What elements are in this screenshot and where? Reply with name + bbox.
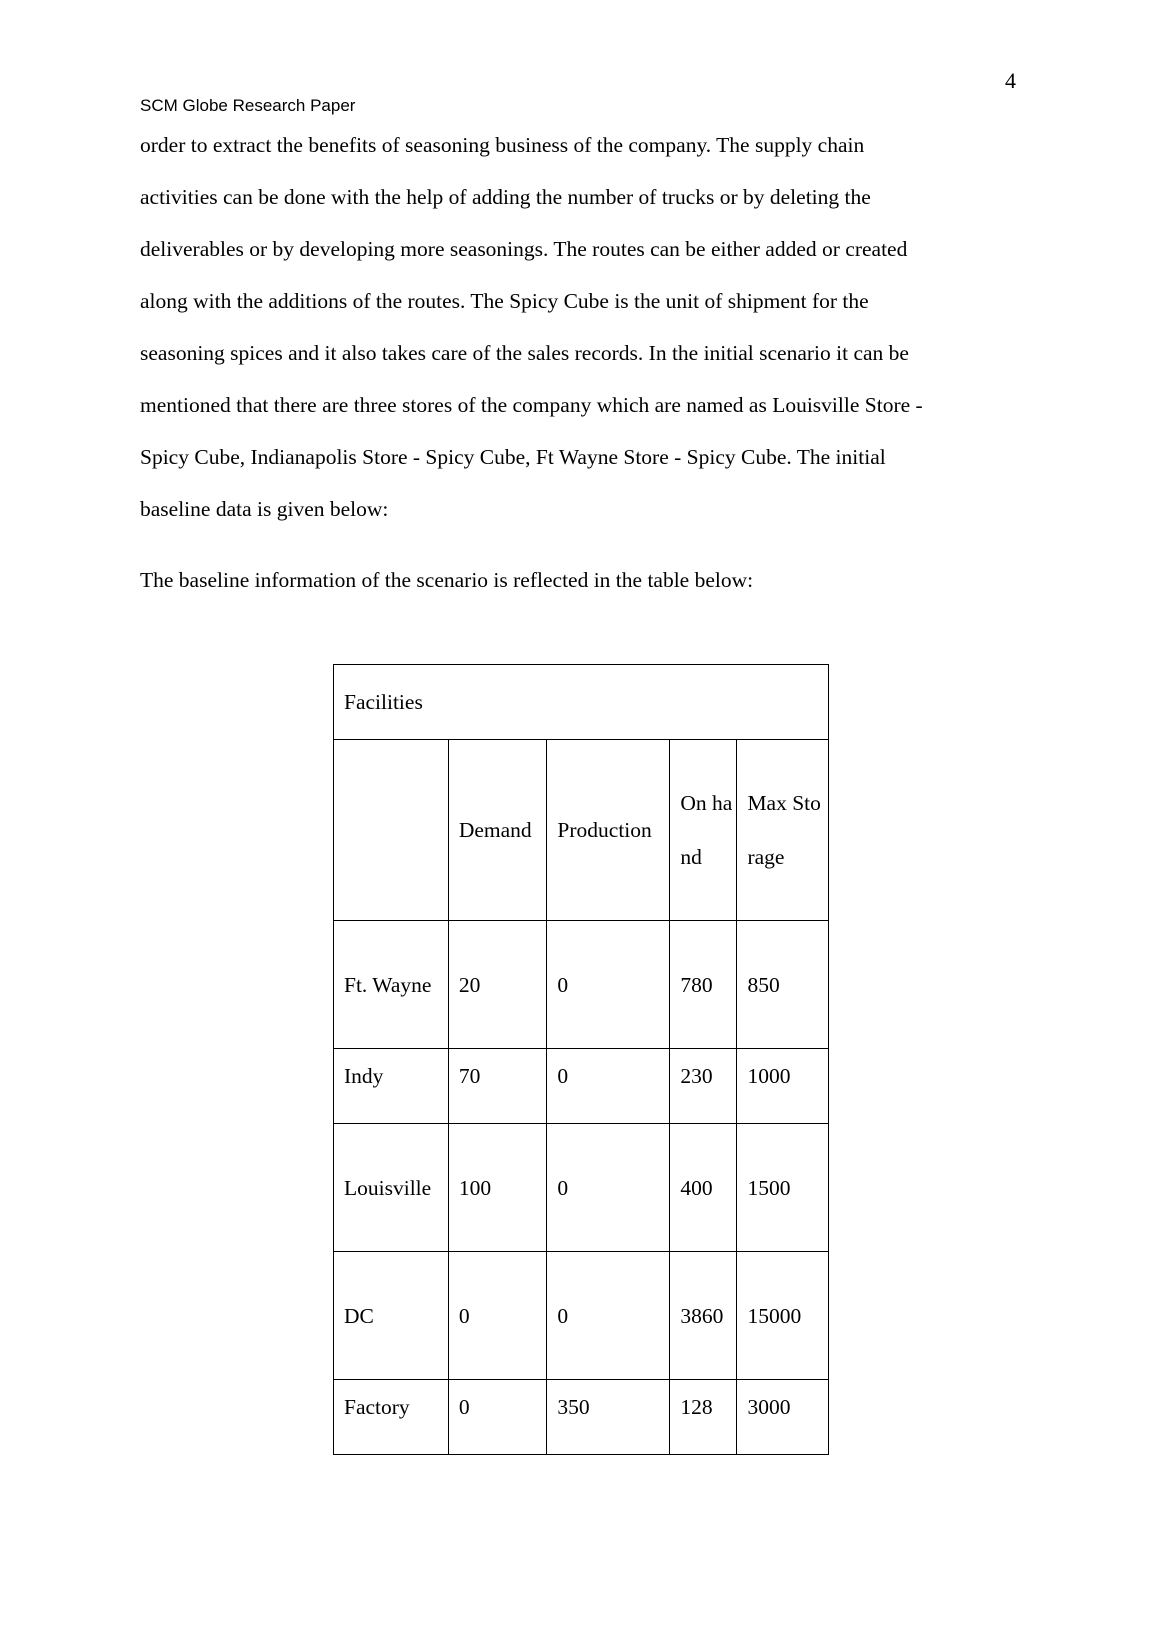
paragraph-line: Spicy Cube, Indianapolis Store - Spicy Cube, Ft Wayne Store - Spicy Cube. The initial xyxy=(140,445,886,469)
max-storage-cell: 3000 xyxy=(737,1380,829,1455)
max-storage-cell: 1500 xyxy=(737,1124,829,1252)
demand-cell: 20 xyxy=(448,921,547,1049)
facility-name: Factory xyxy=(334,1380,449,1455)
on-hand-cell: 400 xyxy=(670,1124,737,1252)
header-max-storage: Max Storage xyxy=(737,740,829,921)
max-storage-cell: 850 xyxy=(737,921,829,1049)
running-head: SCM Globe Research Paper xyxy=(140,96,356,115)
production-cell: 0 xyxy=(547,1252,670,1380)
header-cell-empty xyxy=(334,740,449,921)
paragraph-line: order to extract the benefits of seasoning business of the company. The supply chain xyxy=(140,133,865,157)
facility-name: Indy xyxy=(334,1049,449,1124)
production-cell: 0 xyxy=(547,1124,670,1252)
table-row xyxy=(334,1252,829,1380)
paragraph-line: seasoning spices and it also takes care of the sales records. In the initial scenario it can be xyxy=(140,341,909,365)
table-intro: The baseline information of the scenario is reflected in the table below: xyxy=(140,568,754,592)
demand-cell: 70 xyxy=(448,1049,547,1124)
demand-cell: 0 xyxy=(448,1380,547,1455)
facility-name: Louisville xyxy=(334,1124,449,1252)
production-cell: 350 xyxy=(547,1380,670,1455)
facilities-table xyxy=(333,664,829,1455)
max-storage-cell: 1000 xyxy=(737,1049,829,1124)
on-hand-cell: 780 xyxy=(670,921,737,1049)
demand-cell: 0 xyxy=(448,1252,547,1380)
table-row xyxy=(334,921,829,1049)
table-row xyxy=(334,1124,829,1252)
on-hand-cell: 128 xyxy=(670,1380,737,1455)
header-demand: Demand xyxy=(448,740,547,921)
max-storage-cell: 15000 xyxy=(737,1252,829,1380)
paragraph-line: deliverables or by developing more seasonings. The routes can be either added or created xyxy=(140,237,908,261)
table-row xyxy=(334,1380,829,1455)
demand-cell: 100 xyxy=(448,1124,547,1252)
table-title-row xyxy=(334,665,829,740)
paragraph-line: activities can be done with the help of adding the number of trucks or by deleting the xyxy=(140,185,871,209)
header-production: Production xyxy=(547,740,670,921)
table-title: Facilities xyxy=(334,665,829,740)
facility-name: Ft. Wayne xyxy=(334,921,449,1049)
paragraph-line: along with the additions of the routes. The Spicy Cube is the unit of shipment for the xyxy=(140,289,869,313)
production-cell: 0 xyxy=(547,1049,670,1124)
page-number: 4 xyxy=(1005,68,1016,93)
table-header-row xyxy=(334,740,829,921)
paragraph-line: mentioned that there are three stores of the company which are named as Louisville Store - xyxy=(140,393,923,417)
production-cell: 0 xyxy=(547,921,670,1049)
facility-name: DC xyxy=(334,1252,449,1380)
header-on-hand: On hand xyxy=(670,740,737,921)
on-hand-cell: 230 xyxy=(670,1049,737,1124)
table-row xyxy=(334,1049,829,1124)
on-hand-cell: 3860 xyxy=(670,1252,737,1380)
paragraph-line: baseline data is given below: xyxy=(140,497,389,521)
